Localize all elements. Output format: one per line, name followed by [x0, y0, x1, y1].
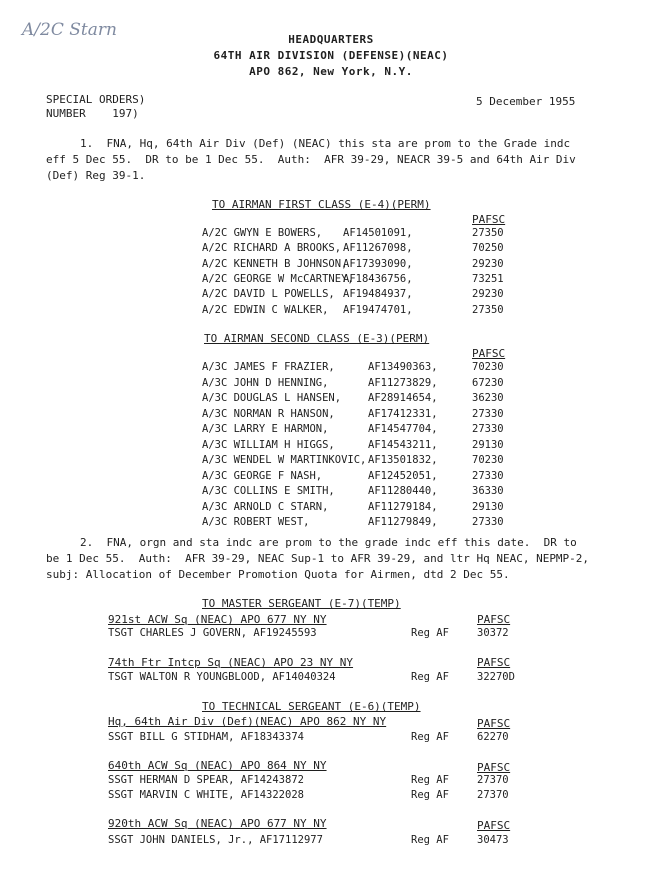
a2c-row-name: A/3C WENDEL W MARTINKOVIC,: [202, 454, 367, 466]
orders-number: NUMBER 197): [46, 107, 139, 120]
a2c-row-sn: AF14543211,: [368, 438, 438, 451]
a2c-row-pafsc: 67230: [472, 376, 504, 389]
tsgt-unit-2-row-2-pafsc: 27370: [477, 789, 509, 801]
para1-line1: 1. FNA, Hq, 64th Air Div (Def) (NEAC) this sta are prom to the Grade indc: [80, 137, 571, 150]
tsgt-unit-2-row-1-name: SSGT HERMAN D SPEAR, AF14243872: [108, 774, 304, 786]
a2c-row-name: A/3C COLLINS E SMITH,: [202, 485, 335, 497]
a2c-row-pafsc: 29130: [472, 500, 504, 513]
a1c-section-title: TO AIRMAN FIRST CLASS (E-4)(PERM): [212, 198, 431, 211]
a1c-row-name: A/2C RICHARD A BROOKS,: [202, 242, 342, 255]
a1c-row-sn: AF18436756,: [343, 272, 413, 285]
a2c-row-sn: AF12452051,: [368, 469, 438, 482]
handwritten-note: A/2C Starn: [22, 20, 117, 40]
a1c-row-pafsc: 73251: [472, 272, 504, 285]
tsgt-unit-2-row-2-status: Reg AF: [411, 789, 449, 801]
a2c-row-pafsc: 27330: [472, 516, 504, 528]
a1c-row-sn: AF19474701,: [343, 303, 413, 316]
a1c-pafsc-label: PAFSC: [472, 213, 506, 226]
a2c-section-title: TO AIRMAN SECOND CLASS (E-3)(PERM): [204, 332, 430, 345]
a2c-row-sn: AF11273829,: [368, 376, 438, 389]
a2c-row-name: A/3C JAMES F FRAZIER,: [202, 361, 335, 373]
msgt-unit-2: 74th Ftr Intcp Sq (NEAC) APO 23 NY NY: [108, 656, 354, 669]
header-apo: APO 862, New York, N.Y.: [249, 65, 413, 78]
msgt-unit-1-row-1-name: TSGT CHARLES J GOVERN, AF19245593: [108, 627, 317, 639]
a1c-row-name: A/2C GWYN E BOWERS,: [202, 227, 323, 239]
msgt-unit-1-pafsc-label: PAFSC: [477, 613, 511, 626]
para2-line3: subj: Allocation of December Promotion Quota for Airmen, dtd 2 Dec 55.: [46, 568, 510, 581]
a2c-row-sn: AF11279849,: [368, 516, 438, 528]
a2c-row-pafsc: 29130: [472, 438, 504, 451]
tsgt-unit-1-row-1-name: SSGT BILL G STIDHAM, AF18343374: [108, 731, 304, 743]
a2c-row-sn: AF17412331,: [368, 407, 438, 420]
a1c-row-name: A/2C EDWIN C WALKER,: [202, 303, 329, 316]
a2c-row-name: A/3C ARNOLD C STARN,: [202, 500, 329, 513]
tsgt-unit-3-row-1-pafsc: 30473: [477, 834, 509, 846]
tsgt-unit-2-row-1-pafsc: 27370: [477, 774, 509, 786]
a2c-row-sn: AF11279184,: [368, 500, 438, 513]
header-division: 64TH AIR DIVISION (DEFENSE)(NEAC): [213, 49, 449, 62]
tsgt-unit-3-row-1-name: SSGT JOHN DANIELS, Jr., AF17112977: [108, 834, 323, 846]
a1c-row-sn: AF17393090,: [343, 257, 413, 270]
a2c-row-sn: AF28914654,: [368, 392, 438, 404]
a2c-row-sn: AF14547704,: [368, 423, 438, 435]
tsgt-unit-2-row-2-name: SSGT MARVIN C WHITE, AF14322028: [108, 789, 304, 801]
a2c-row-name: A/3C WILLIAM H HIGGS,: [202, 438, 335, 451]
para2-line1: 2. FNA, orgn and sta indc are prom to the grade indc eff this date. DR to: [80, 536, 577, 549]
a2c-row-name: A/3C NORMAN R HANSON,: [202, 407, 335, 420]
tsgt-unit-2-row-1-status: Reg AF: [411, 774, 449, 786]
msgt-unit-1-row-1-status: Reg AF: [411, 627, 449, 639]
tsgt-unit-3: 920th ACW Sq (NEAC) APO 677 NY NY: [108, 817, 327, 830]
header-headquarters: HEADQUARTERS: [288, 33, 374, 46]
a2c-row-pafsc: 27330: [472, 469, 504, 482]
tsgt-unit-2-pafsc-label: PAFSC: [477, 761, 511, 774]
tsgt-unit-2: 640th ACW Sq (NEAC) APO 864 NY NY: [108, 759, 327, 772]
a2c-row-pafsc: 27330: [472, 423, 504, 435]
a2c-row-sn: AF13490363,: [368, 361, 438, 373]
a2c-row-name: A/3C GEORGE F NASH,: [202, 469, 323, 482]
tsgt-unit-1-row-1-status: Reg AF: [411, 731, 449, 743]
a1c-row-name: A/2C KENNETH B JOHNSON,: [202, 257, 348, 270]
a1c-row-name: A/2C DAVID L POWELLS,: [202, 288, 335, 301]
a2c-row-pafsc: 36230: [472, 392, 504, 404]
a2c-pafsc-label: PAFSC: [472, 347, 506, 360]
a1c-row-pafsc: 29230: [472, 288, 504, 301]
a1c-row-sn: AF11267098,: [343, 242, 413, 255]
a2c-row-pafsc: 36330: [472, 485, 504, 497]
a2c-row-sn: AF11280440,: [368, 485, 438, 497]
orders-date: 5 December 1955: [476, 95, 576, 108]
a2c-row-name: A/3C LARRY E HARMON,: [202, 423, 329, 435]
a1c-row-pafsc: 70250: [472, 242, 504, 255]
para1-line3: (Def) Reg 39-1.: [46, 169, 146, 182]
a1c-row-sn: AF14501091,: [343, 227, 413, 239]
a1c-row-pafsc: 27350: [472, 227, 504, 239]
a2c-row-pafsc: 27330: [472, 407, 504, 420]
msgt-unit-2-row-1-status: Reg AF: [411, 671, 449, 683]
msgt-unit-2-row-1-pafsc: 32270D: [477, 671, 515, 683]
a2c-row-pafsc: 70230: [472, 361, 504, 373]
a2c-row-name: A/3C DOUGLAS L HANSEN,: [202, 392, 342, 404]
tsgt-unit-1: Hq, 64th Air Div (Def)(NEAC) APO 862 NY NY: [108, 715, 387, 728]
orders-label: SPECIAL ORDERS): [46, 93, 146, 106]
tsgt-unit-3-row-1-status: Reg AF: [411, 834, 449, 846]
tsgt-unit-1-row-1-pafsc: 62270: [477, 731, 509, 743]
a1c-row-pafsc: 29230: [472, 257, 504, 270]
tsgt-unit-1-pafsc-label: PAFSC: [477, 717, 511, 730]
a1c-row-name: A/2C GEORGE W McCARTNEY,: [202, 272, 354, 285]
tsgt-section-title: TO TECHNICAL SERGEANT (E-6)(TEMP): [202, 700, 421, 713]
tsgt-unit-3-pafsc-label: PAFSC: [477, 819, 511, 832]
a1c-row-pafsc: 27350: [472, 303, 504, 316]
msgt-section-title: TO MASTER SERGEANT (E-7)(TEMP): [202, 597, 401, 610]
para1-line2: eff 5 Dec 55. DR to be 1 Dec 55. Auth: AFR 39-29, NEACR 39-5 and 64th Air Div: [46, 153, 576, 166]
a1c-row-sn: AF19484937,: [343, 288, 413, 301]
a2c-row-name: A/3C ROBERT WEST,: [202, 516, 310, 528]
a2c-row-name: A/3C JOHN D HENNING,: [202, 376, 329, 389]
msgt-unit-2-pafsc-label: PAFSC: [477, 656, 511, 669]
msgt-unit-1-row-1-pafsc: 30372: [477, 627, 509, 639]
msgt-unit-1: 921st ACW Sq (NEAC) APO 677 NY NY: [108, 613, 327, 626]
a2c-row-sn: AF13501832,: [368, 454, 438, 466]
para2-line2: be 1 Dec 55. Auth: AFR 39-29, NEAC Sup-1 to AFR 39-29, and ltr Hq NEAC, NEPMP-2,: [46, 552, 590, 565]
a2c-row-pafsc: 70230: [472, 454, 504, 466]
msgt-unit-2-row-1-name: TSGT WALTON R YOUNGBLOOD, AF14040324: [108, 671, 336, 683]
